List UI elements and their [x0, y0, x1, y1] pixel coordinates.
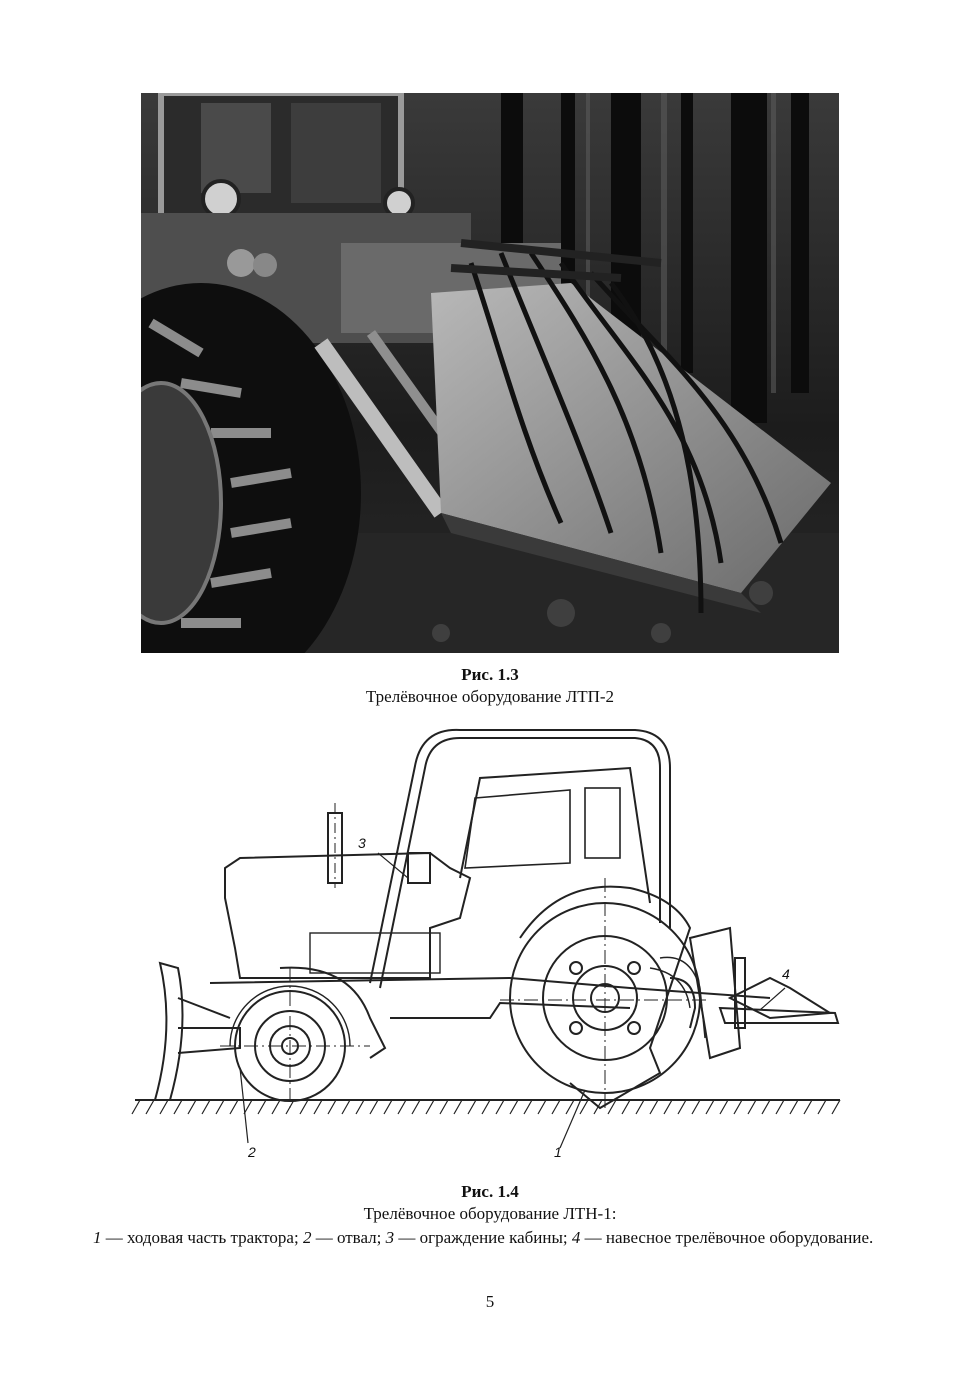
- callout-1: 1: [554, 1144, 562, 1160]
- callout-4: 4: [782, 966, 790, 982]
- legend-text-1: — ходовая часть трактора;: [101, 1228, 303, 1247]
- legend-num-3: 3: [385, 1228, 395, 1247]
- legend-text-4: — навесное трелёвочное оборудование.: [580, 1228, 874, 1247]
- figure-1-4-label: Рис. 1.4: [461, 1182, 519, 1201]
- tractor-drawing: [130, 728, 850, 1168]
- figure-1-4-caption: Трелёвочное оборудование ЛТН-1:: [363, 1204, 617, 1223]
- figure-1-3-label: Рис. 1.3: [461, 665, 519, 684]
- legend-num-2: 2: [302, 1228, 312, 1247]
- figure-1-4-legend: [93, 1227, 889, 1248]
- legend-num-1: 1: [93, 1228, 102, 1247]
- callout-2: 2: [248, 1144, 256, 1160]
- tractor-photo: [141, 93, 839, 653]
- page-number: 5: [485, 1292, 495, 1311]
- legend-text-3: — ограждение кабины;: [394, 1228, 572, 1247]
- legend-num-4: 4: [571, 1228, 581, 1247]
- callout-3: 3: [358, 835, 366, 851]
- figure-1-3-caption: Трелёвочное оборудование ЛТП-2: [365, 687, 615, 706]
- legend-text-2: — отвал;: [311, 1228, 386, 1247]
